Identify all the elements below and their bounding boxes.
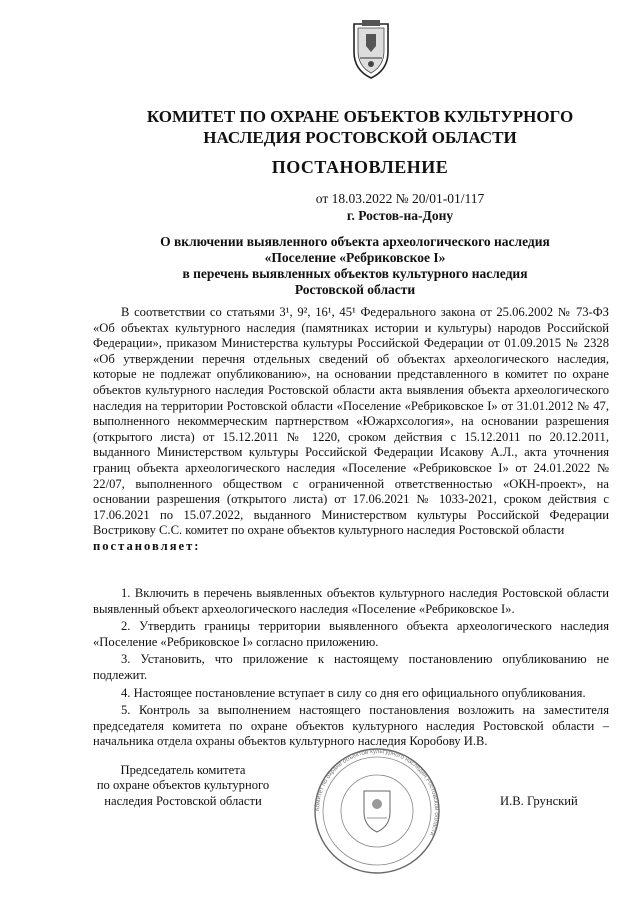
resolution-item-1: 1. Включить в перечень выявленных объектов культурного наследия Ростовской области выявленный объект археологического наследия «Поселение «Ребриковское I».: [93, 586, 609, 616]
signatory-title-line-3: наследия Ростовской области: [104, 793, 262, 808]
subject-line-1: О включении выявленного объекта археологического наследия: [160, 234, 550, 249]
document-date-number: от 18.03.2022 № 20/01-01/117: [315, 191, 485, 206]
resolves-word: постановляет:: [93, 538, 201, 553]
signatory-title-line-1: Председатель комитета: [120, 763, 246, 777]
document-city: г. Ростов-на-Дону: [346, 208, 454, 223]
document-type: ПОСТАНОВЛЕНИЕ: [271, 157, 449, 177]
resolution-item-2: 2. Утвердить границы территории выявленного объекта археологического наследия «Поселение «Ребриковское I» согласно приложению.: [93, 619, 609, 649]
subject-line-3: в перечень выявленных объектов культурного наследия: [182, 266, 528, 281]
subject-line-2: «Поселение «Ребриковское I»: [264, 250, 446, 265]
preamble-text: В соответствии со статьями 3¹, 9², 16¹, 45¹ Федерального закона от 25.06.2002 № 73-ФЗ «Об объектах культурного наследия (памятниках истории и культуры) народов Российской Федерации», приказом Министерства культуры Российской Федерации от 01.09.2015 № 2328 «Об утверждении перечня отдельных сведений об объектах археологического наследия, которые не подлежат опубликованию», на основании представленного в комитет по охране объектов культурного наследия Ростовской области акта выявления объекта археологического наследия на территории Ростовской области «Поселение «Ребриковское I» от 31.01.2012 № 47, выполненного некоммерческим партнерством «Южархсология», на основании разрешения (открытого листа) от 15.12.2011 № 1220, сроком действия с 15.12.2011 по 20.12.2011, выданного Министерством культуры Российской Федерации Исакову А.Л., акта уточнения границ объекта археологического наследия «Поселение «Ребриковское I» от 24.01.2022 № 22/07, выполненного обществом с ограниченной ответственностью «ОКН-проект», на основании разрешения (открытого листа) от 17.06.2021 № 1033-2021, сроком действия с 17.06.2021 по 15.07.2022, выданного Министерством культуры Российской Федерации Вострикову С.С. комитет по охране объектов культурного наследия Ростовской области: [93, 305, 609, 538]
signatory-title-line-2: по охране объектов культурного: [96, 778, 270, 793]
seal-text: Комитет по охране объектов культурного наследия Ростовской области: [313, 747, 441, 837]
resolution-items: [93, 586, 609, 752]
document-subject: [120, 234, 590, 298]
official-seal: [312, 746, 442, 876]
resolution-item-5: 5. Контроль за выполнением настоящего постановления возложить на заместителя председателя комитета по охране объектов культурного наследия Ростовской области – начальника отдела охраны объектов культурного наследия Коробову И.В.: [93, 703, 609, 749]
coat-of-arms-emblem: [348, 18, 394, 80]
resolution-item-4: 4. Настоящее постановление вступает в силу со дня его официального опубликования.: [121, 685, 586, 700]
preamble-section: [93, 305, 609, 555]
agency-name: [60, 106, 640, 148]
signatory-name: И.В. Грунский: [500, 794, 578, 808]
agency-line-2: НАСЛЕДИЯ РОСТОВСКОЙ ОБЛАСТИ: [203, 128, 517, 147]
svg-text:Комитет по охране объектов кул: [314, 748, 440, 837]
subject-line-4: Ростовской области: [294, 282, 416, 297]
resolution-item-3: 3. Установить, что приложение к настоящему постановлению опубликованию не подлежит.: [93, 652, 609, 682]
signatory-title: [88, 763, 278, 809]
agency-line-1: КОМИТЕТ ПО ОХРАНЕ ОБЪЕКТОВ КУЛЬТУРНОГО: [146, 107, 574, 126]
